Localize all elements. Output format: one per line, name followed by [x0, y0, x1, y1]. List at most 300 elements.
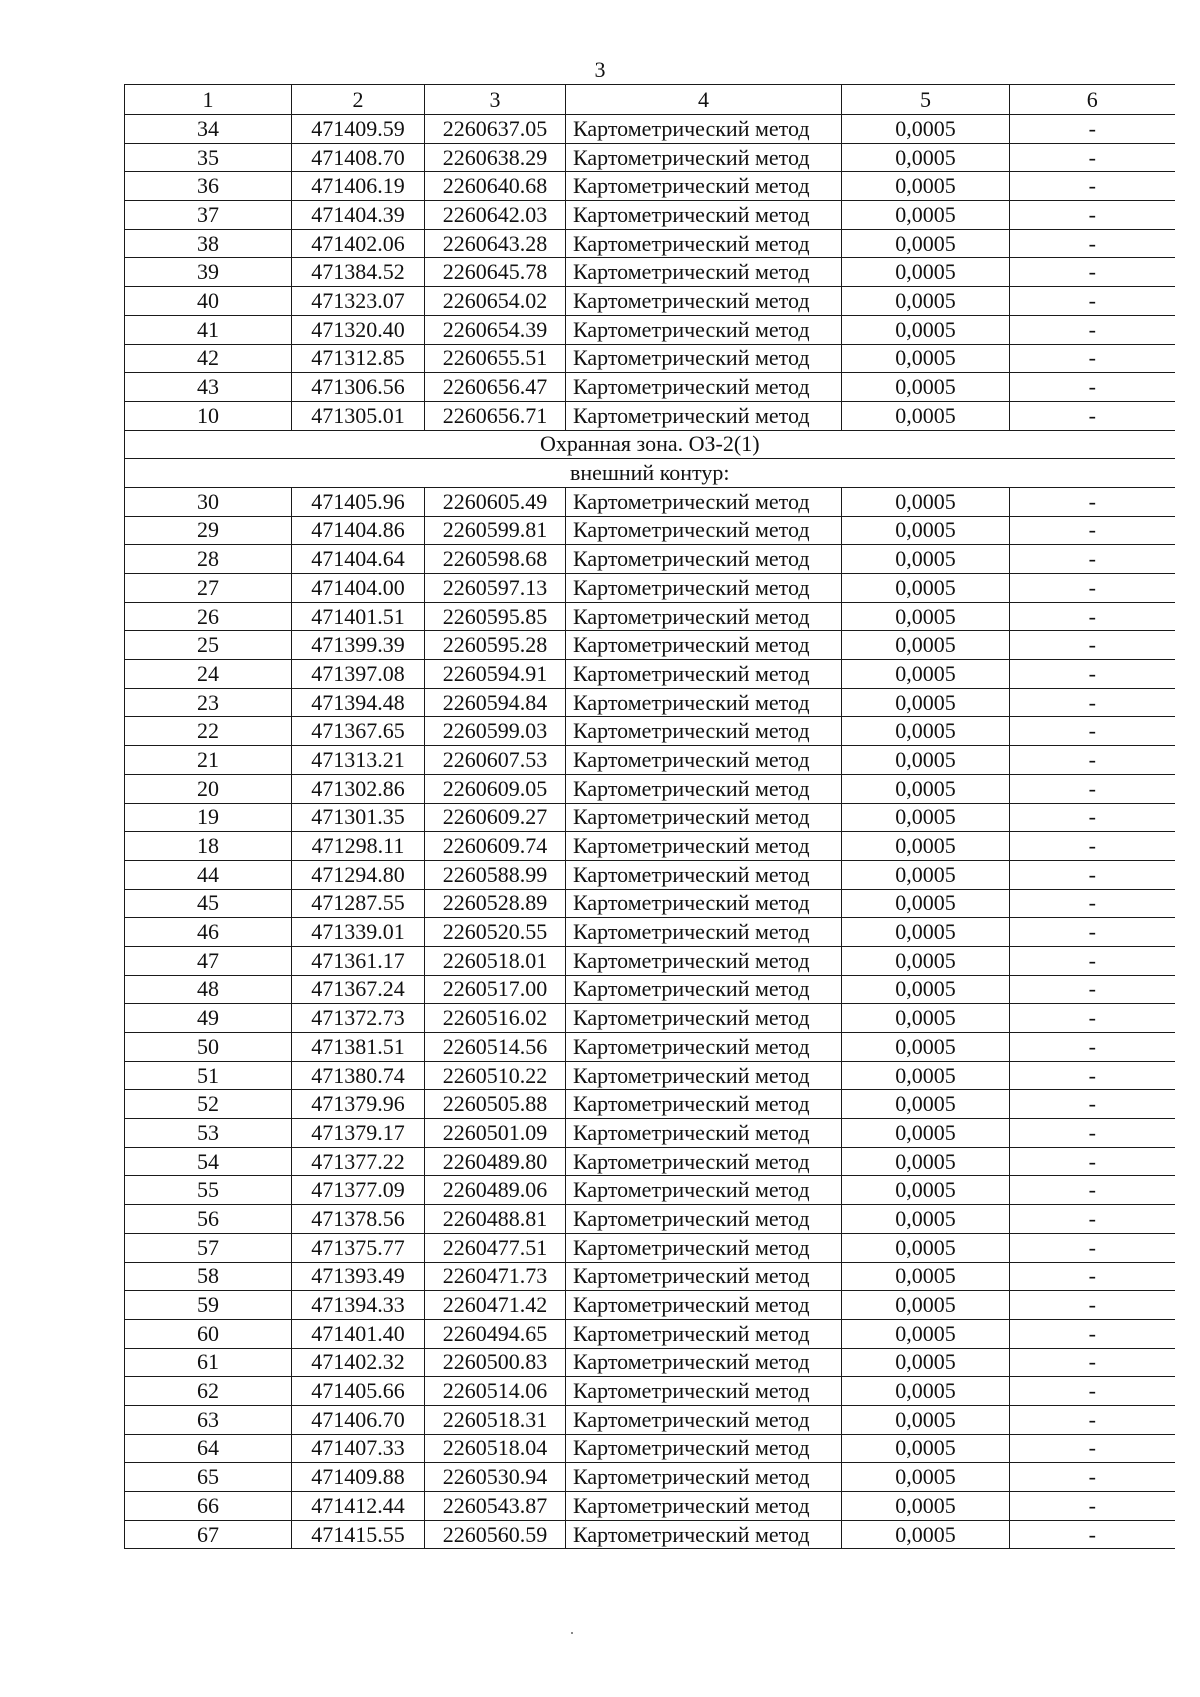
- cell-extra: -: [1010, 1463, 1175, 1492]
- cell-accuracy: 0,0005: [842, 516, 1010, 545]
- cell-accuracy: 0,0005: [842, 975, 1010, 1004]
- cell-method: Картометрический метод: [566, 1520, 842, 1549]
- cell-extra: -: [1010, 1492, 1175, 1521]
- cell-extra: -: [1010, 1405, 1175, 1434]
- section-subtitle-row: [125, 459, 1175, 488]
- cell-y-coordinate: 2260656.47: [425, 373, 566, 402]
- cell-accuracy: 0,0005: [842, 545, 1010, 574]
- cell-y-coordinate: 2260607.53: [425, 746, 566, 775]
- table-row: [125, 1405, 1175, 1434]
- table-header-row: [125, 85, 1175, 115]
- cell-accuracy: 0,0005: [842, 574, 1010, 603]
- cell-method: Картометрический метод: [566, 1434, 842, 1463]
- cell-point-number: 30: [125, 487, 292, 516]
- table-row: [125, 975, 1175, 1004]
- cell-point-number: 46: [125, 918, 292, 947]
- cell-accuracy: 0,0005: [842, 1520, 1010, 1549]
- cell-y-coordinate: 2260505.88: [425, 1090, 566, 1119]
- cell-x-coordinate: 471379.96: [292, 1090, 425, 1119]
- cell-point-number: 38: [125, 229, 292, 258]
- cell-accuracy: 0,0005: [842, 1377, 1010, 1406]
- cell-point-number: 55: [125, 1176, 292, 1205]
- cell-extra: -: [1010, 258, 1175, 287]
- cell-extra: -: [1010, 115, 1175, 144]
- cell-point-number: 39: [125, 258, 292, 287]
- table-row: [125, 1233, 1175, 1262]
- cell-x-coordinate: 471407.33: [292, 1434, 425, 1463]
- cell-point-number: 40: [125, 287, 292, 316]
- cell-x-coordinate: 471393.49: [292, 1262, 425, 1291]
- table-row: [125, 545, 1175, 574]
- cell-y-coordinate: 2260595.85: [425, 602, 566, 631]
- cell-method: Картометрический метод: [566, 115, 842, 144]
- cell-y-coordinate: 2260598.68: [425, 545, 566, 574]
- cell-accuracy: 0,0005: [842, 287, 1010, 316]
- cell-y-coordinate: 2260516.02: [425, 1004, 566, 1033]
- cell-point-number: 62: [125, 1377, 292, 1406]
- cell-extra: -: [1010, 1147, 1175, 1176]
- cell-accuracy: 0,0005: [842, 1463, 1010, 1492]
- cell-x-coordinate: 471306.56: [292, 373, 425, 402]
- cell-extra: -: [1010, 1291, 1175, 1320]
- cell-y-coordinate: 2260500.83: [425, 1348, 566, 1377]
- cell-accuracy: 0,0005: [842, 315, 1010, 344]
- cell-method: Картометрический метод: [566, 315, 842, 344]
- cell-accuracy: 0,0005: [842, 115, 1010, 144]
- cell-point-number: 43: [125, 373, 292, 402]
- cell-accuracy: 0,0005: [842, 946, 1010, 975]
- table-row: [125, 918, 1175, 947]
- cell-accuracy: 0,0005: [842, 1262, 1010, 1291]
- cell-point-number: 18: [125, 832, 292, 861]
- cell-extra: -: [1010, 918, 1175, 947]
- table-row: [125, 1377, 1175, 1406]
- cell-x-coordinate: 471384.52: [292, 258, 425, 287]
- cell-x-coordinate: 471409.88: [292, 1463, 425, 1492]
- cell-method: Картометрический метод: [566, 631, 842, 660]
- header-extra: 6: [1010, 85, 1175, 115]
- cell-x-coordinate: 471312.85: [292, 344, 425, 373]
- cell-y-coordinate: 2260471.42: [425, 1291, 566, 1320]
- table-row: [125, 1348, 1175, 1377]
- cell-y-coordinate: 2260609.74: [425, 832, 566, 861]
- cell-point-number: 25: [125, 631, 292, 660]
- cell-method: Картометрический метод: [566, 401, 842, 430]
- cell-extra: -: [1010, 229, 1175, 258]
- cell-x-coordinate: 471412.44: [292, 1492, 425, 1521]
- cell-x-coordinate: 471287.55: [292, 889, 425, 918]
- cell-x-coordinate: 471394.33: [292, 1291, 425, 1320]
- cell-x-coordinate: 471301.35: [292, 803, 425, 832]
- cell-extra: -: [1010, 1090, 1175, 1119]
- cell-method: Картометрический метод: [566, 201, 842, 230]
- table-row: [125, 1147, 1175, 1176]
- cell-extra: -: [1010, 860, 1175, 889]
- cell-y-coordinate: 2260654.39: [425, 315, 566, 344]
- cell-accuracy: 0,0005: [842, 143, 1010, 172]
- cell-extra: -: [1010, 1233, 1175, 1262]
- cell-x-coordinate: 471404.00: [292, 574, 425, 603]
- cell-point-number: 53: [125, 1119, 292, 1148]
- cell-x-coordinate: 471379.17: [292, 1119, 425, 1148]
- cell-y-coordinate: 2260637.05: [425, 115, 566, 144]
- table-row: [125, 115, 1175, 144]
- cell-accuracy: 0,0005: [842, 401, 1010, 430]
- cell-x-coordinate: 471405.66: [292, 1377, 425, 1406]
- cell-method: Картометрический метод: [566, 1090, 842, 1119]
- cell-y-coordinate: 2260643.28: [425, 229, 566, 258]
- table-row: [125, 1205, 1175, 1234]
- cell-y-coordinate: 2260518.31: [425, 1405, 566, 1434]
- table-row: [125, 1061, 1175, 1090]
- cell-y-coordinate: 2260594.91: [425, 660, 566, 689]
- cell-extra: -: [1010, 201, 1175, 230]
- table-row: [125, 1119, 1175, 1148]
- cell-point-number: 67: [125, 1520, 292, 1549]
- cell-extra: -: [1010, 660, 1175, 689]
- section-title: Охранная зона. ОЗ-2(1): [125, 430, 1175, 459]
- cell-extra: -: [1010, 803, 1175, 832]
- cell-method: Картометрический метод: [566, 545, 842, 574]
- cell-point-number: 23: [125, 688, 292, 717]
- header-method: 4: [566, 85, 842, 115]
- cell-method: Картометрический метод: [566, 889, 842, 918]
- table-row: [125, 1176, 1175, 1205]
- cell-accuracy: 0,0005: [842, 860, 1010, 889]
- cell-accuracy: 0,0005: [842, 344, 1010, 373]
- cell-y-coordinate: 2260597.13: [425, 574, 566, 603]
- cell-extra: -: [1010, 1319, 1175, 1348]
- cell-method: Картометрический метод: [566, 746, 842, 775]
- cell-extra: -: [1010, 373, 1175, 402]
- cell-y-coordinate: 2260642.03: [425, 201, 566, 230]
- cell-y-coordinate: 2260518.04: [425, 1434, 566, 1463]
- cell-method: Картометрический метод: [566, 918, 842, 947]
- cell-extra: -: [1010, 172, 1175, 201]
- cell-accuracy: 0,0005: [842, 1319, 1010, 1348]
- cell-x-coordinate: 471381.51: [292, 1033, 425, 1062]
- header-y-coordinate: 3: [425, 85, 566, 115]
- cell-point-number: 61: [125, 1348, 292, 1377]
- cell-accuracy: 0,0005: [842, 631, 1010, 660]
- cell-accuracy: 0,0005: [842, 889, 1010, 918]
- cell-x-coordinate: 471377.09: [292, 1176, 425, 1205]
- cell-accuracy: 0,0005: [842, 774, 1010, 803]
- cell-method: Картометрический метод: [566, 1033, 842, 1062]
- cell-extra: -: [1010, 1205, 1175, 1234]
- cell-method: Картометрический метод: [566, 1119, 842, 1148]
- cell-accuracy: 0,0005: [842, 1061, 1010, 1090]
- cell-method: Картометрический метод: [566, 1233, 842, 1262]
- cell-x-coordinate: 471402.06: [292, 229, 425, 258]
- cell-accuracy: 0,0005: [842, 172, 1010, 201]
- cell-extra: -: [1010, 401, 1175, 430]
- cell-y-coordinate: 2260594.84: [425, 688, 566, 717]
- cell-extra: -: [1010, 1119, 1175, 1148]
- coordinates-table: [124, 84, 1175, 1549]
- cell-extra: -: [1010, 1033, 1175, 1062]
- cell-x-coordinate: 471415.55: [292, 1520, 425, 1549]
- cell-x-coordinate: 471298.11: [292, 832, 425, 861]
- cell-point-number: 22: [125, 717, 292, 746]
- cell-x-coordinate: 471313.21: [292, 746, 425, 775]
- header-accuracy: 5: [842, 85, 1010, 115]
- cell-y-coordinate: 2260609.05: [425, 774, 566, 803]
- table-row: [125, 860, 1175, 889]
- cell-y-coordinate: 2260543.87: [425, 1492, 566, 1521]
- cell-point-number: 44: [125, 860, 292, 889]
- table-row: [125, 373, 1175, 402]
- cell-point-number: 56: [125, 1205, 292, 1234]
- cell-y-coordinate: 2260588.99: [425, 860, 566, 889]
- cell-method: Картометрический метод: [566, 344, 842, 373]
- cell-method: Картометрический метод: [566, 229, 842, 258]
- table-row: [125, 889, 1175, 918]
- cell-point-number: 42: [125, 344, 292, 373]
- cell-y-coordinate: 2260520.55: [425, 918, 566, 947]
- cell-point-number: 10: [125, 401, 292, 430]
- cell-y-coordinate: 2260489.80: [425, 1147, 566, 1176]
- cell-x-coordinate: 471305.01: [292, 401, 425, 430]
- cell-x-coordinate: 471339.01: [292, 918, 425, 947]
- table-row: [125, 774, 1175, 803]
- cell-y-coordinate: 2260560.59: [425, 1520, 566, 1549]
- cell-x-coordinate: 471409.59: [292, 115, 425, 144]
- cell-extra: -: [1010, 717, 1175, 746]
- cell-accuracy: 0,0005: [842, 1205, 1010, 1234]
- cell-accuracy: 0,0005: [842, 201, 1010, 230]
- cell-point-number: 52: [125, 1090, 292, 1119]
- cell-accuracy: 0,0005: [842, 1176, 1010, 1205]
- cell-y-coordinate: 2260654.02: [425, 287, 566, 316]
- cell-extra: -: [1010, 746, 1175, 775]
- cell-method: Картометрический метод: [566, 1377, 842, 1406]
- cell-point-number: 28: [125, 545, 292, 574]
- cell-method: Картометрический метод: [566, 1319, 842, 1348]
- cell-y-coordinate: 2260518.01: [425, 946, 566, 975]
- cell-accuracy: 0,0005: [842, 832, 1010, 861]
- cell-point-number: 60: [125, 1319, 292, 1348]
- cell-y-coordinate: 2260655.51: [425, 344, 566, 373]
- cell-accuracy: 0,0005: [842, 1147, 1010, 1176]
- cell-y-coordinate: 2260595.28: [425, 631, 566, 660]
- cell-extra: -: [1010, 832, 1175, 861]
- cell-point-number: 65: [125, 1463, 292, 1492]
- cell-point-number: 63: [125, 1405, 292, 1434]
- cell-y-coordinate: 2260645.78: [425, 258, 566, 287]
- cell-method: Картометрический метод: [566, 946, 842, 975]
- cell-point-number: 64: [125, 1434, 292, 1463]
- cell-point-number: 19: [125, 803, 292, 832]
- cell-point-number: 48: [125, 975, 292, 1004]
- cell-x-coordinate: 471406.19: [292, 172, 425, 201]
- cell-accuracy: 0,0005: [842, 1291, 1010, 1320]
- cell-point-number: 36: [125, 172, 292, 201]
- cell-point-number: 24: [125, 660, 292, 689]
- scan-speck: [571, 1632, 573, 1634]
- cell-point-number: 66: [125, 1492, 292, 1521]
- table-row: [125, 1291, 1175, 1320]
- cell-accuracy: 0,0005: [842, 258, 1010, 287]
- table-row: [125, 487, 1175, 516]
- cell-accuracy: 0,0005: [842, 660, 1010, 689]
- cell-point-number: 26: [125, 602, 292, 631]
- cell-y-coordinate: 2260656.71: [425, 401, 566, 430]
- cell-y-coordinate: 2260530.94: [425, 1463, 566, 1492]
- cell-y-coordinate: 2260599.03: [425, 717, 566, 746]
- table-row: [125, 660, 1175, 689]
- cell-x-coordinate: 471361.17: [292, 946, 425, 975]
- table-row: [125, 1434, 1175, 1463]
- cell-point-number: 20: [125, 774, 292, 803]
- section-subtitle: внешний контур:: [125, 459, 1175, 488]
- cell-y-coordinate: 2260640.68: [425, 172, 566, 201]
- cell-accuracy: 0,0005: [842, 717, 1010, 746]
- cell-y-coordinate: 2260489.06: [425, 1176, 566, 1205]
- cell-x-coordinate: 471397.08: [292, 660, 425, 689]
- cell-point-number: 59: [125, 1291, 292, 1320]
- cell-point-number: 27: [125, 574, 292, 603]
- cell-method: Картометрический метод: [566, 1004, 842, 1033]
- page-number: 3: [594, 57, 606, 82]
- cell-x-coordinate: 471367.65: [292, 717, 425, 746]
- table-row: [125, 344, 1175, 373]
- cell-extra: -: [1010, 1377, 1175, 1406]
- cell-method: Картометрический метод: [566, 287, 842, 316]
- cell-method: Картометрический метод: [566, 143, 842, 172]
- cell-x-coordinate: 471404.86: [292, 516, 425, 545]
- table-row: [125, 401, 1175, 430]
- table-row: [125, 1004, 1175, 1033]
- cell-extra: -: [1010, 315, 1175, 344]
- section-title-row: [125, 430, 1175, 459]
- cell-x-coordinate: 471401.40: [292, 1319, 425, 1348]
- cell-method: Картометрический метод: [566, 1262, 842, 1291]
- table-row: [125, 1090, 1175, 1119]
- cell-point-number: 21: [125, 746, 292, 775]
- cell-x-coordinate: 471323.07: [292, 287, 425, 316]
- cell-x-coordinate: 471367.24: [292, 975, 425, 1004]
- cell-method: Картометрический метод: [566, 516, 842, 545]
- table-row: [125, 258, 1175, 287]
- cell-method: Картометрический метод: [566, 660, 842, 689]
- cell-point-number: 50: [125, 1033, 292, 1062]
- cell-accuracy: 0,0005: [842, 1405, 1010, 1434]
- table-row: [125, 631, 1175, 660]
- cell-extra: -: [1010, 1520, 1175, 1549]
- header-point-number: 1: [125, 85, 292, 115]
- cell-x-coordinate: 471404.39: [292, 201, 425, 230]
- cell-extra: -: [1010, 344, 1175, 373]
- table-row: [125, 1492, 1175, 1521]
- cell-accuracy: 0,0005: [842, 229, 1010, 258]
- cell-extra: -: [1010, 574, 1175, 603]
- cell-method: Картометрический метод: [566, 1463, 842, 1492]
- cell-accuracy: 0,0005: [842, 487, 1010, 516]
- cell-extra: -: [1010, 1262, 1175, 1291]
- cell-point-number: 29: [125, 516, 292, 545]
- table-row: [125, 516, 1175, 545]
- cell-point-number: 37: [125, 201, 292, 230]
- cell-accuracy: 0,0005: [842, 1492, 1010, 1521]
- cell-accuracy: 0,0005: [842, 1090, 1010, 1119]
- table-row: [125, 1319, 1175, 1348]
- table-row: [125, 143, 1175, 172]
- cell-method: Картометрический метод: [566, 1147, 842, 1176]
- cell-y-coordinate: 2260514.06: [425, 1377, 566, 1406]
- cell-extra: -: [1010, 1348, 1175, 1377]
- cell-point-number: 35: [125, 143, 292, 172]
- cell-method: Картометрический метод: [566, 258, 842, 287]
- cell-accuracy: 0,0005: [842, 746, 1010, 775]
- cell-extra: -: [1010, 143, 1175, 172]
- cell-y-coordinate: 2260494.65: [425, 1319, 566, 1348]
- table-row: [125, 574, 1175, 603]
- cell-y-coordinate: 2260477.51: [425, 1233, 566, 1262]
- cell-extra: -: [1010, 487, 1175, 516]
- cell-accuracy: 0,0005: [842, 1004, 1010, 1033]
- cell-x-coordinate: 471372.73: [292, 1004, 425, 1033]
- cell-y-coordinate: 2260528.89: [425, 889, 566, 918]
- cell-extra: -: [1010, 774, 1175, 803]
- cell-x-coordinate: 471399.39: [292, 631, 425, 660]
- cell-method: Картометрический метод: [566, 172, 842, 201]
- table-row: [125, 803, 1175, 832]
- cell-method: Картометрический метод: [566, 1492, 842, 1521]
- cell-y-coordinate: 2260609.27: [425, 803, 566, 832]
- cell-point-number: 34: [125, 115, 292, 144]
- cell-x-coordinate: 471404.64: [292, 545, 425, 574]
- cell-extra: -: [1010, 287, 1175, 316]
- cell-method: Картометрический метод: [566, 803, 842, 832]
- cell-point-number: 41: [125, 315, 292, 344]
- cell-accuracy: 0,0005: [842, 373, 1010, 402]
- cell-x-coordinate: 471401.51: [292, 602, 425, 631]
- cell-method: Картометрический метод: [566, 1405, 842, 1434]
- cell-y-coordinate: 2260638.29: [425, 143, 566, 172]
- cell-point-number: 49: [125, 1004, 292, 1033]
- cell-extra: -: [1010, 1061, 1175, 1090]
- cell-x-coordinate: 471320.40: [292, 315, 425, 344]
- coordinates-table-body: [125, 85, 1175, 1549]
- cell-method: Картометрический метод: [566, 1061, 842, 1090]
- cell-extra: -: [1010, 1004, 1175, 1033]
- table-row: [125, 746, 1175, 775]
- cell-method: Картометрический метод: [566, 373, 842, 402]
- cell-method: Картометрический метод: [566, 832, 842, 861]
- cell-method: Картометрический метод: [566, 860, 842, 889]
- cell-method: Картометрический метод: [566, 602, 842, 631]
- cell-method: Картометрический метод: [566, 1205, 842, 1234]
- cell-y-coordinate: 2260488.81: [425, 1205, 566, 1234]
- cell-extra: -: [1010, 1176, 1175, 1205]
- cell-extra: -: [1010, 631, 1175, 660]
- cell-point-number: 58: [125, 1262, 292, 1291]
- table-row: [125, 315, 1175, 344]
- cell-method: Картометрический метод: [566, 1348, 842, 1377]
- cell-point-number: 57: [125, 1233, 292, 1262]
- cell-extra: -: [1010, 545, 1175, 574]
- table-row: [125, 287, 1175, 316]
- cell-x-coordinate: 471302.86: [292, 774, 425, 803]
- cell-method: Картометрический метод: [566, 688, 842, 717]
- cell-y-coordinate: 2260517.00: [425, 975, 566, 1004]
- cell-method: Картометрический метод: [566, 717, 842, 746]
- cell-method: Картометрический метод: [566, 975, 842, 1004]
- cell-x-coordinate: 471375.77: [292, 1233, 425, 1262]
- cell-x-coordinate: 471294.80: [292, 860, 425, 889]
- table-row: [125, 1520, 1175, 1549]
